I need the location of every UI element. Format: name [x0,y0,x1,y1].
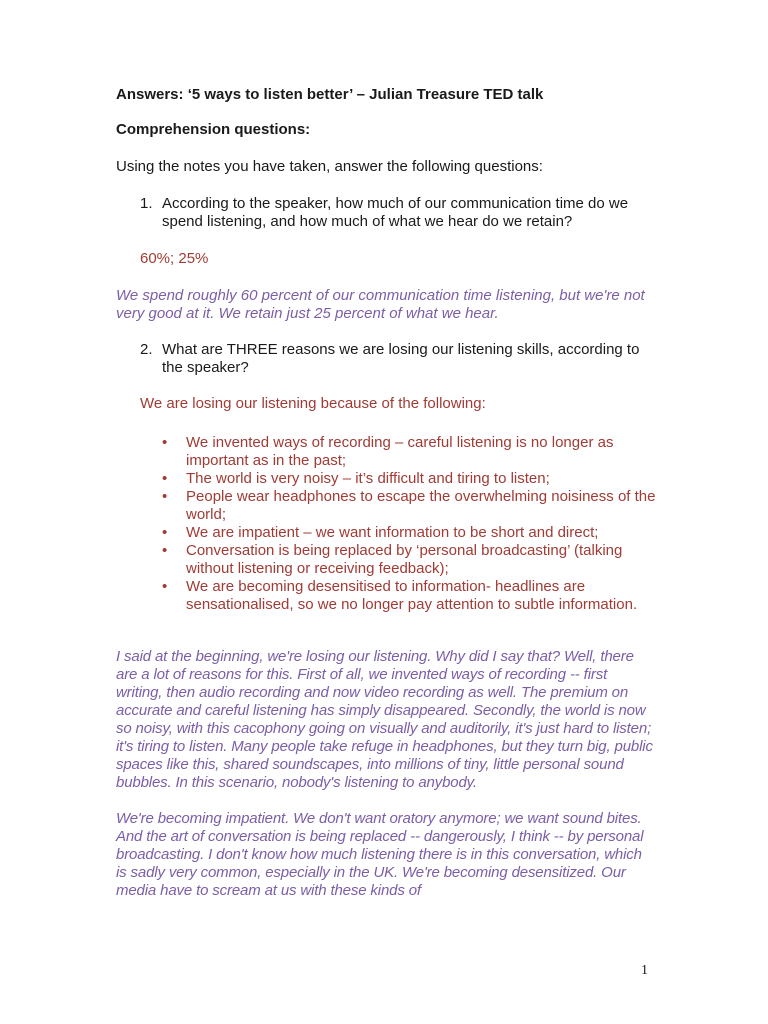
transcript-paragraph: I said at the beginning, we're losing our listening. Why did I say that? Well, there are a lot of reasons for this. First of all, we invented ways of recording -- first writing, then audio recording and now video recording as well. The premium on accurate and careful listening has simply disappeared. Secondly, the world is now so noisy, with this cacophony going on visually and auditorily, it's just hard to listen; it's tiring to listen. Many people take refuge in headphones, but they turn big, public spaces like this, shared soundscapes, into millions of tiny, little personal sound bubbles. In this scenario, nobody's listening to anybody. [116,648,653,791]
bullet-icon: • [162,578,168,595]
bullet-icon: • [162,524,168,541]
question-text: According to the speaker, how much of our communication time do we spend listening, and how much of what we hear do we retain? [162,195,629,230]
document-title: Answers: ‘5 ways to listen better’ – Julian Treasure TED talk [116,86,544,103]
transcript-quote: We spend roughly 60 percent of our communication time listening, but we're not very good at it. We retain just 25 percent of what we hear. [116,287,645,322]
answer-bullet: • We invented ways of recording – careful listening is no longer as important as in the past; [162,434,614,469]
transcript-paragraph: We're becoming impatient. We don't want oratory anymore; we want sound bites. And the art of conversation is being replaced -- dangerously, I think -- by personal broadcasting. I don't know how much listening there is in this conversation, which is sadly very common, especially in the UK. We're becoming desensitized. Our media have to scream at us with these kinds of [116,810,644,899]
question-1 [140,195,656,231]
document-page [116,86,656,918]
instructions-text: Using the notes you have taken, answer the following questions: [116,158,543,175]
section-heading: Comprehension questions: [116,121,311,138]
answer-bullet: • Conversation is being replaced by ‘personal broadcasting’ (talking without listening or receiving feedback); [162,542,623,577]
bullet-icon: • [162,542,168,559]
page-number: 1 [641,963,648,978]
question-number: 1. [140,195,153,212]
answer-bullet: • We are becoming desensitised to information- headlines are sensationalised, so we no longer pay attention to subtle information. [162,578,638,613]
question-2 [140,341,656,377]
answer-lead: We are losing our listening because of the following: [140,395,486,412]
answer-short: 60%; 25% [140,250,209,267]
answer-bullet: • The world is very noisy – it’s difficult and tiring to listen; [162,470,550,487]
answer-bullet: • We are impatient – we want information to be short and direct; [162,524,599,541]
answer-bullet-list [116,434,656,614]
bullet-icon: • [162,488,168,505]
bullet-icon: • [162,470,168,487]
question-number: 2. [140,341,153,358]
question-text: What are THREE reasons we are losing our listening skills, according to the speaker? [162,341,640,376]
bullet-icon: • [162,434,168,451]
answer-bullet: • People wear headphones to escape the overwhelming noisiness of the world; [162,488,656,523]
